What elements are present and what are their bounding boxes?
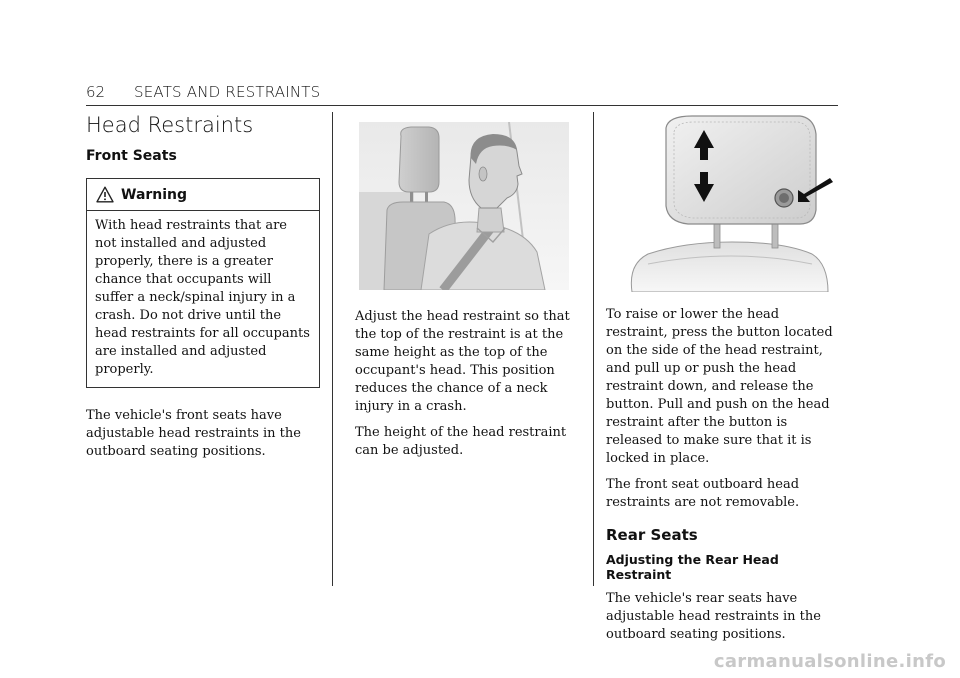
page-number: 62 <box>86 83 106 101</box>
subheading-front-seats: Front Seats <box>86 148 177 164</box>
column-1 <box>86 112 320 469</box>
warning-header <box>87 179 319 211</box>
man-seated-illustration <box>359 122 569 290</box>
col2-text <box>355 308 573 460</box>
subheading-adjusting-rear-head-restraint: Adjusting the Rear Head Restraint <box>606 552 779 582</box>
paragraph: The front seat outboard head restraints are not removable. <box>606 477 800 510</box>
col3-text <box>606 306 844 644</box>
warning-title: Warning <box>121 186 188 203</box>
warning-triangle-icon <box>96 186 114 203</box>
paragraph: The vehicle's front seats have adjustable head restraints in the outboard seating positions. <box>86 408 301 459</box>
heading-rear-seats: Rear Seats <box>606 526 698 544</box>
column-2 <box>355 112 573 468</box>
column-3 <box>606 112 844 652</box>
watermark: carmanualsonline.info <box>713 651 946 672</box>
warning-box <box>86 178 320 388</box>
page-header <box>86 83 838 106</box>
page-heading: Head Restraints <box>86 113 254 137</box>
paragraph: Adjust the head restraint so that the top of the restraint is at the same height as the top of the occupant's head. This position reduces the chance of a neck injury in a crash. <box>355 309 570 414</box>
paragraph: The vehicle's rear seats have adjustable head restraints in the outboard seating positions. <box>606 591 821 642</box>
paragraph: The height of the head restraint can be adjusted. <box>355 425 567 458</box>
column-divider <box>332 112 333 586</box>
warning-text: With head restraints that are not installed and adjusted properly, there is a greater chance that occupants will suffer a neck/spinal injury in a crash. Do not drive until the head restraints for all occupants are installed and adjusted properly. <box>95 218 310 377</box>
section-title: SEATS AND RESTRAINTS <box>134 83 321 101</box>
head-restraint-illustration <box>614 114 844 292</box>
column-divider <box>593 112 594 586</box>
paragraph: To raise or lower the head restraint, press the button located on the side of the head restraint, and pull up or push the head restraint down, and release the button. Pull and push on the head restraint after the button is released to make sure that it is locked in place. <box>606 307 833 466</box>
